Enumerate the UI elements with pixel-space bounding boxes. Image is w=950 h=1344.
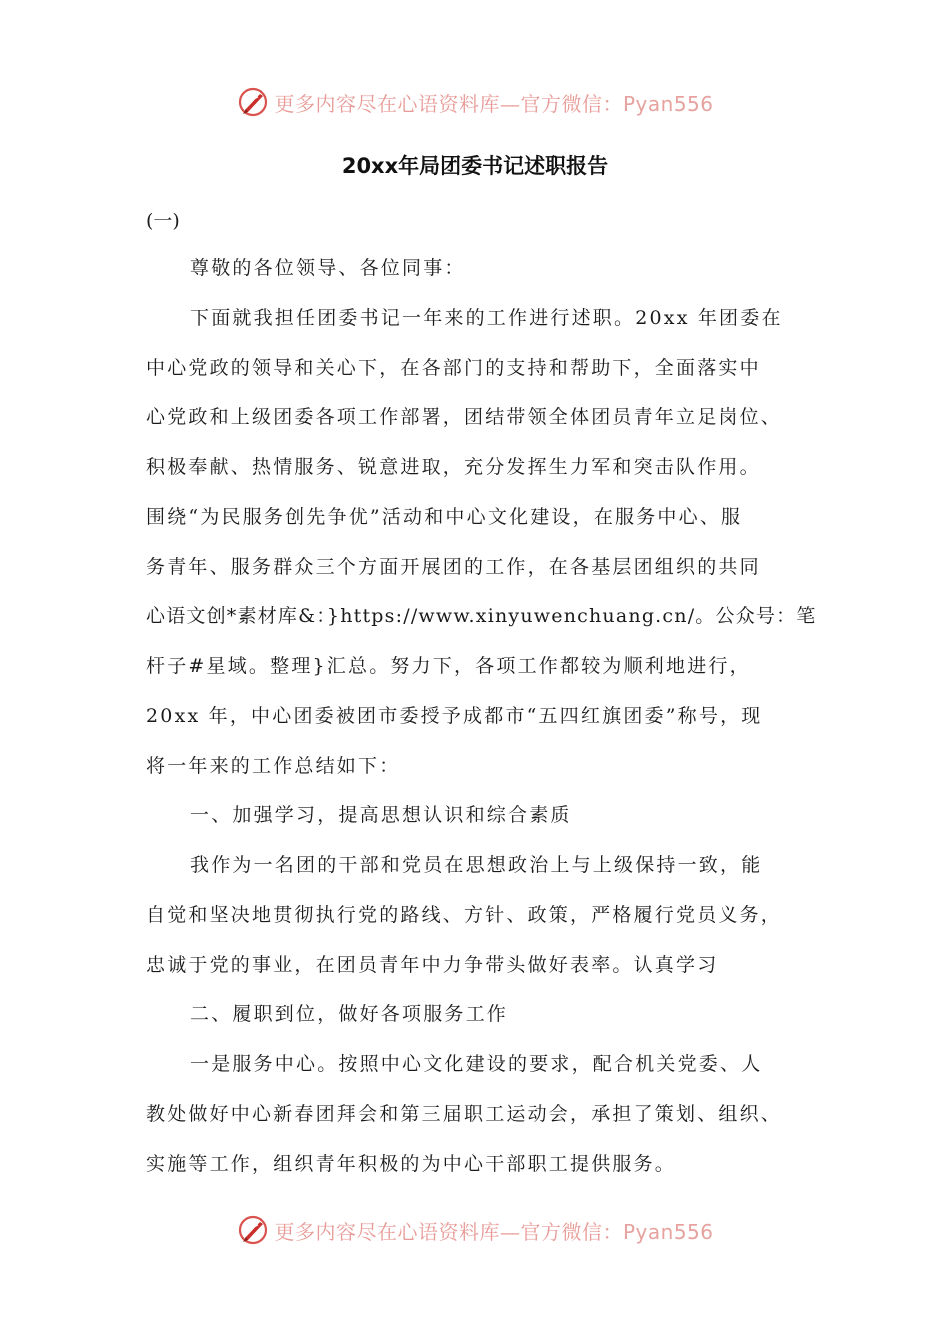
text-line: 一是服务中心。按照中心文化建设的要求，配合机关党委、人 (190, 1053, 763, 1075)
text-line: 心语文创*素材库&：}https://www.xinyuwenchuang.cn/。公众号：笔 (146, 605, 817, 628)
text-line: 忠诚于党的事业，在团员青年中力争带头做好表率。认真学习 (146, 953, 719, 976)
quill-logo-icon (236, 1213, 270, 1247)
text-line: 下面就我担任团委书记一年来的工作进行述职。20xx 年团委在 (190, 306, 783, 329)
text-line: 尊敬的各位领导、各位同事： (190, 257, 466, 279)
text-line: 杆子#星域。整理}汇总。努力下，各项工作都较为顺利地进行， (146, 655, 751, 677)
text-line: 二、履职到位，做好各项服务工作 (190, 1003, 509, 1026)
document-title: 20xx年局团委书记述职报告 (341, 154, 609, 178)
document-body (146, 244, 817, 1189)
text-line: 自觉和坚决地贯彻执行党的路线、方针、政策，严格履行党员义务， (146, 903, 783, 926)
text-line: 积极奉献、热情服务、锐意进取，充分发挥生力军和突击队作用。 (146, 456, 761, 478)
text-line: 一、加强学习，提高思想认识和综合素质 (190, 804, 572, 827)
text-line: 实施等工作，组织青年积极的为中心干部职工提供服务。 (146, 1152, 677, 1175)
text-line: 中心党政的领导和关心下，在各部门的支持和帮助下，全面落实中 (146, 356, 761, 379)
quill-logo-icon (236, 85, 270, 119)
watermark-text: 更多内容尽在心语资料库—官方微信：Pyan556 (274, 91, 714, 116)
text-line: 教处做好中心新春团拜会和第三届职工运动会，承担了策划、组织、 (146, 1102, 783, 1125)
text-line: 将一年来的工作总结如下： (146, 754, 401, 777)
text-line: 心党政和上级团委各项工作部署，团结带领全体团员青年立足岗位、 (146, 406, 783, 429)
watermark-banner-bottom (0, 1210, 950, 1250)
text-line: 我作为一名团的干部和党员在思想政治上与上级保持一致，能 (190, 854, 763, 876)
watermark-banner-top (0, 82, 950, 122)
text-line: 20xx 年，中心团委被团市委授予成都市“五四红旗团委”称号，现 (146, 704, 763, 727)
text-line: 围绕“为民服务创先争优”活动和中心文化建设，在服务中心、服 (146, 505, 743, 528)
text-line: 务青年、服务群众三个方面开展团的工作，在各基层团组织的共同 (146, 555, 761, 578)
section-marker: (一) (146, 210, 180, 232)
watermark-text: 更多内容尽在心语资料库—官方微信：Pyan556 (274, 1219, 714, 1244)
